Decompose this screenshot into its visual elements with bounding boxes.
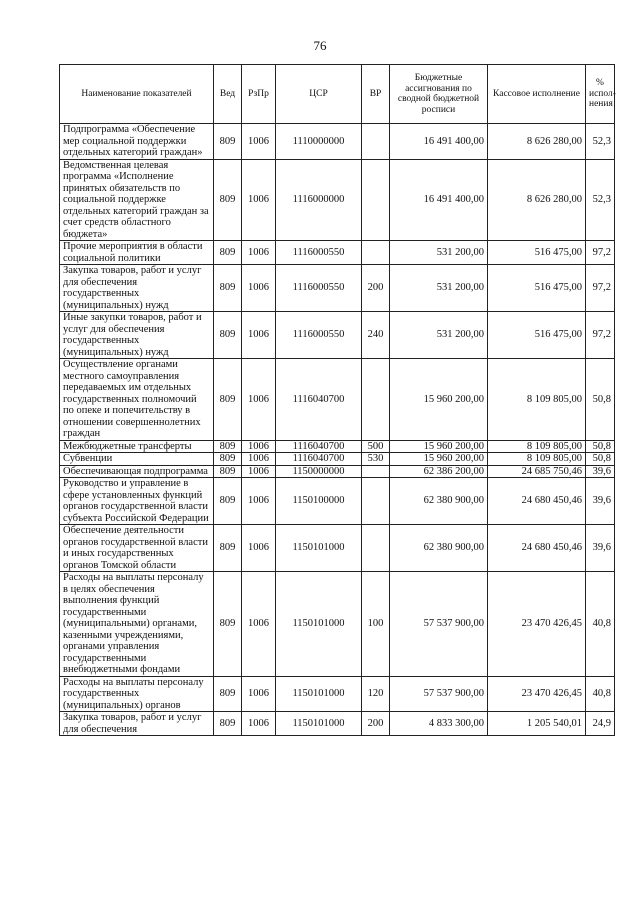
row-pct: 52,3 — [586, 159, 615, 241]
table-row — [60, 676, 615, 712]
table-header-row — [60, 65, 615, 124]
table-row — [60, 241, 615, 265]
row-name: Обеспечивающая подпрограмма — [60, 465, 214, 478]
row-ved: 809 — [214, 265, 242, 312]
header-csr: ЦСР — [276, 65, 362, 124]
row-cash: 23 470 426,45 — [488, 572, 586, 677]
row-name: Закупка товаров, работ и услуг для обеспечения государственных (муниципальных) нужд — [60, 265, 214, 312]
row-vr — [362, 359, 390, 441]
row-cash: 516 475,00 — [488, 241, 586, 265]
row-name: Иные закупки товаров, работ и услуг для обеспечения государственных (муниципальных) нужд — [60, 312, 214, 359]
table-row — [60, 359, 615, 441]
table-row — [60, 478, 615, 525]
row-vr — [362, 159, 390, 241]
row-ved: 809 — [214, 712, 242, 736]
row-csr: 1150000000 — [276, 465, 362, 478]
row-rzpr: 1006 — [242, 312, 276, 359]
header-name: Наименование показателей — [60, 65, 214, 124]
row-cash: 516 475,00 — [488, 265, 586, 312]
table-row — [60, 525, 615, 572]
table-row — [60, 453, 615, 466]
row-csr: 1150101000 — [276, 525, 362, 572]
row-vr: 120 — [362, 676, 390, 712]
table-row — [60, 712, 615, 736]
row-cash: 1 205 540,01 — [488, 712, 586, 736]
row-budget: 16 491 400,00 — [390, 159, 488, 241]
row-budget: 15 960 200,00 — [390, 440, 488, 453]
budget-execution-table — [59, 64, 615, 736]
row-csr: 1150101000 — [276, 712, 362, 736]
table-row — [60, 312, 615, 359]
row-rzpr: 1006 — [242, 124, 276, 160]
row-ved: 809 — [214, 359, 242, 441]
row-name: Руководство и управление в сфере установленных функций органов государственной власти субъекта Российской Федерации — [60, 478, 214, 525]
row-vr — [362, 124, 390, 160]
row-name: Субвенции — [60, 453, 214, 466]
row-ved: 809 — [214, 465, 242, 478]
row-budget: 62 380 900,00 — [390, 525, 488, 572]
row-budget: 4 833 300,00 — [390, 712, 488, 736]
row-cash: 24 685 750,46 — [488, 465, 586, 478]
row-csr: 1150101000 — [276, 676, 362, 712]
row-ved: 809 — [214, 676, 242, 712]
row-vr: 100 — [362, 572, 390, 677]
row-budget: 531 200,00 — [390, 265, 488, 312]
table-row — [60, 265, 615, 312]
row-cash: 516 475,00 — [488, 312, 586, 359]
row-rzpr: 1006 — [242, 159, 276, 241]
row-cash: 24 680 450,46 — [488, 478, 586, 525]
row-ved: 809 — [214, 312, 242, 359]
row-name: Межбюджетные трансферты — [60, 440, 214, 453]
row-budget: 62 386 200,00 — [390, 465, 488, 478]
row-vr: 530 — [362, 453, 390, 466]
row-vr — [362, 525, 390, 572]
table-row — [60, 159, 615, 241]
row-ved: 809 — [214, 241, 242, 265]
row-csr: 1110000000 — [276, 124, 362, 160]
row-ved: 809 — [214, 525, 242, 572]
row-cash: 8 109 805,00 — [488, 440, 586, 453]
row-rzpr: 1006 — [242, 465, 276, 478]
row-cash: 8 626 280,00 — [488, 124, 586, 160]
row-rzpr: 1006 — [242, 525, 276, 572]
row-budget: 531 200,00 — [390, 241, 488, 265]
row-ved: 809 — [214, 124, 242, 160]
row-budget: 531 200,00 — [390, 312, 488, 359]
row-pct: 24,9 — [586, 712, 615, 736]
row-pct: 50,8 — [586, 359, 615, 441]
row-vr — [362, 241, 390, 265]
row-rzpr: 1006 — [242, 265, 276, 312]
row-budget: 15 960 200,00 — [390, 453, 488, 466]
header-ved: Вед — [214, 65, 242, 124]
row-pct: 40,8 — [586, 676, 615, 712]
row-csr: 1150100000 — [276, 478, 362, 525]
row-pct: 97,2 — [586, 265, 615, 312]
row-csr: 1116040700 — [276, 359, 362, 441]
row-csr: 1116000550 — [276, 241, 362, 265]
table-row — [60, 572, 615, 677]
row-pct: 52,3 — [586, 124, 615, 160]
row-rzpr: 1006 — [242, 453, 276, 466]
row-ved: 809 — [214, 572, 242, 677]
row-name: Расходы на выплаты персоналу государственных (муниципальных) органов — [60, 676, 214, 712]
row-name: Подпрограмма «Обеспечение мер социальной поддержки отдельных категорий граждан» — [60, 124, 214, 160]
row-vr: 200 — [362, 265, 390, 312]
header-budget: Бюджетные ассигнования по сводной бюджетной росписи — [390, 65, 488, 124]
row-rzpr: 1006 — [242, 676, 276, 712]
row-ved: 809 — [214, 478, 242, 525]
row-budget: 57 537 900,00 — [390, 676, 488, 712]
row-cash: 24 680 450,46 — [488, 525, 586, 572]
row-rzpr: 1006 — [242, 572, 276, 677]
row-rzpr: 1006 — [242, 359, 276, 441]
row-pct: 40,8 — [586, 572, 615, 677]
row-csr: 1116000000 — [276, 159, 362, 241]
row-vr — [362, 465, 390, 478]
row-budget: 57 537 900,00 — [390, 572, 488, 677]
table-row — [60, 124, 615, 160]
row-csr: 1150101000 — [276, 572, 362, 677]
page-number: 76 — [313, 38, 327, 53]
row-rzpr: 1006 — [242, 712, 276, 736]
row-pct: 97,2 — [586, 312, 615, 359]
row-cash: 8 109 805,00 — [488, 453, 586, 466]
row-pct: 50,8 — [586, 440, 615, 453]
row-name: Осуществление органами местного самоуправления передаваемых им отдельных государственных полномочий по опеке и попечительству в отношении совершеннолетних граждан — [60, 359, 214, 441]
row-ved: 809 — [214, 440, 242, 453]
row-name: Закупка товаров, работ и услуг для обеспечения — [60, 712, 214, 736]
row-vr: 240 — [362, 312, 390, 359]
row-budget: 16 491 400,00 — [390, 124, 488, 160]
table-row — [60, 465, 615, 478]
row-budget: 62 380 900,00 — [390, 478, 488, 525]
header-pct: % испол-нения — [586, 65, 615, 124]
row-name: Ведомственная целевая программа «Исполнение принятых обязательств по социальной поддержке отдельных категорий граждан за счет средств областного бюджета» — [60, 159, 214, 241]
row-pct: 97,2 — [586, 241, 615, 265]
row-name: Прочие мероприятия в области социальной политики — [60, 241, 214, 265]
row-cash: 8 626 280,00 — [488, 159, 586, 241]
row-rzpr: 1006 — [242, 241, 276, 265]
row-ved: 809 — [214, 453, 242, 466]
row-pct: 39,6 — [586, 478, 615, 525]
row-name: Обеспечение деятельности органов государственной власти и иных государственных органов Томской области — [60, 525, 214, 572]
row-csr: 1116000550 — [276, 265, 362, 312]
row-cash: 23 470 426,45 — [488, 676, 586, 712]
row-csr: 1116040700 — [276, 453, 362, 466]
row-name: Расходы на выплаты персоналу в целях обеспечения выполнения функций государственными (муниципальными) органами, казенными учреждениями, органами управления государственными внебюджетными фондами — [60, 572, 214, 677]
row-csr: 1116040700 — [276, 440, 362, 453]
table-row — [60, 440, 615, 453]
row-pct: 39,6 — [586, 465, 615, 478]
row-pct: 39,6 — [586, 525, 615, 572]
row-budget: 15 960 200,00 — [390, 359, 488, 441]
header-rzpr: РзПр — [242, 65, 276, 124]
row-csr: 1116000550 — [276, 312, 362, 359]
row-rzpr: 1006 — [242, 440, 276, 453]
header-vr: ВР — [362, 65, 390, 124]
row-vr — [362, 478, 390, 525]
header-cash: Кассовое исполнение — [488, 65, 586, 124]
row-vr: 200 — [362, 712, 390, 736]
row-rzpr: 1006 — [242, 478, 276, 525]
row-pct: 50,8 — [586, 453, 615, 466]
row-ved: 809 — [214, 159, 242, 241]
row-vr: 500 — [362, 440, 390, 453]
row-cash: 8 109 805,00 — [488, 359, 586, 441]
